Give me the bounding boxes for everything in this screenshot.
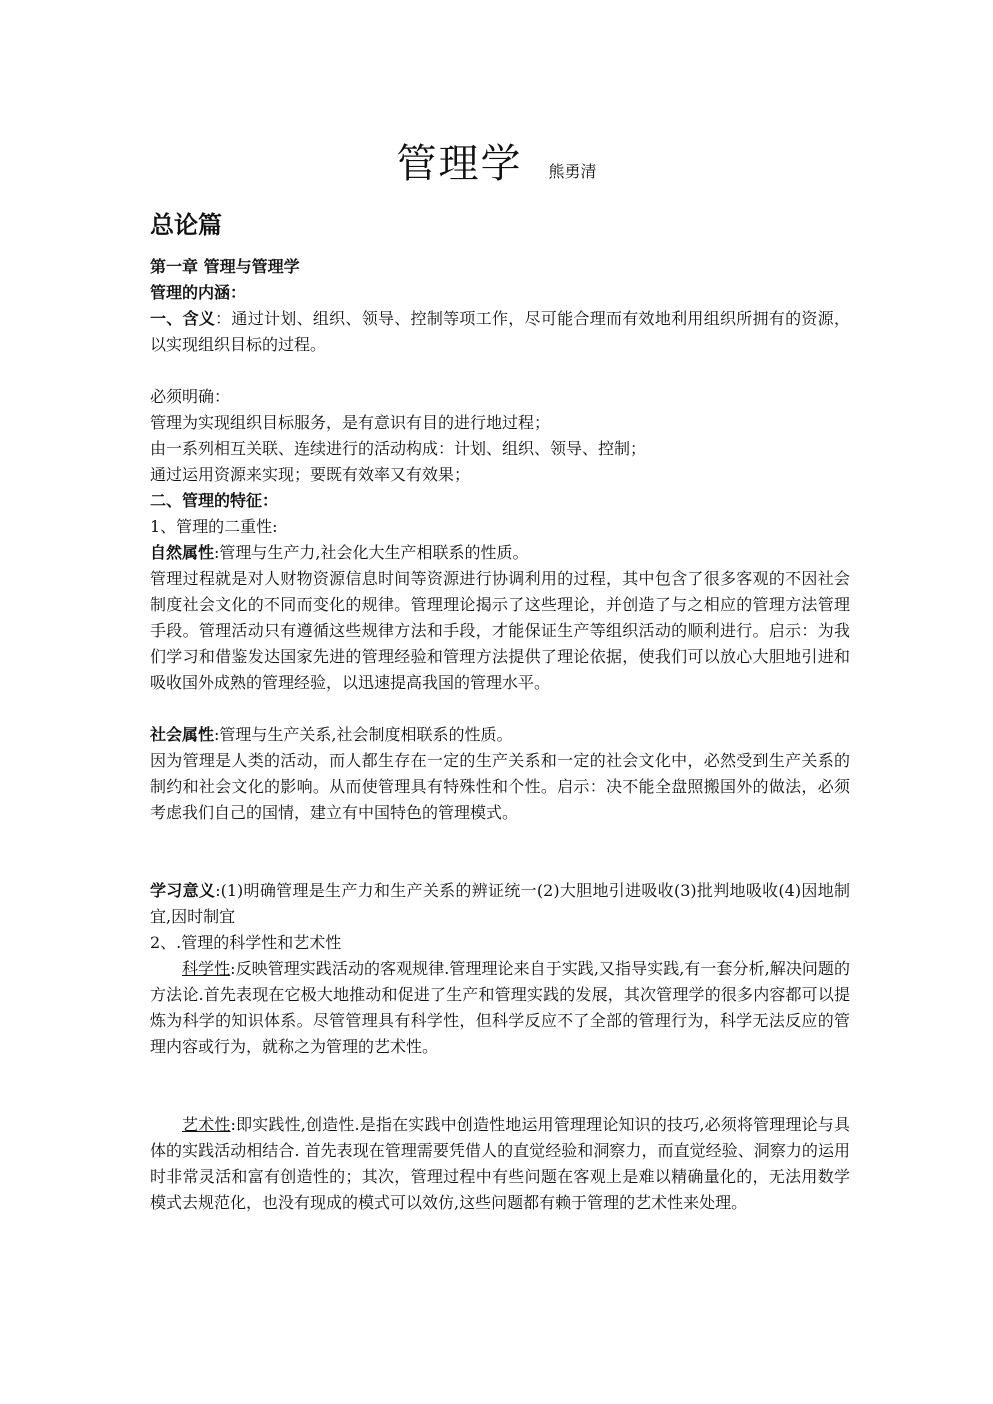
title-row (0, 132, 993, 189)
science-text: :反映管理实践活动的客观规律.管理理论来自于实践,又指导实践,有一套分析,解决问题的方法论.首先表现在它极大地推动和促进了生产和管理实践的发展，其次管理学的很多内容都可以提炼为科学的知识体系。尽管管理具有科学性，但科学反应不了全部的管理行为，科学无法反应的管理内容或行为，就称之为管理的艺术性。 (150, 959, 850, 1056)
blank-line (150, 696, 850, 722)
art-text: :即实践性,创造性.是指在实践中创造性地运用管理理论知识的技巧,必须将管理理论与具体的实践活动相结合. 首先表现在管理需要凭借人的直觉经验和洞察力，而直觉经验、洞察力的运用时非常灵活和富有创造性的；其次，管理过程中有些问题在客观上是难以精确量化的，无法用数学模式去规范化，也没有现成的模式可以效仿,这些问题都有赖于管理的艺术性来处理。 (150, 1115, 850, 1212)
part-title: 总论篇 (150, 210, 222, 239)
natural-paragraph: 管理过程就是对人财物资源信息时间等资源进行协调利用的过程，其中包含了很多客观的不因社会制度社会文化的不同而变化的规律。管理理论揭示了这些理论，并创造了与之相应的管理方法管理手段。管理活动只有遵循这些规律方法和手段，才能保证生产等组织活动的顺利进行。启示：为我们学习和借鉴发达国家先进的管理经验和管理方法提供了理论依据，使我们可以放心大胆地引进和吸收国外成熟的管理经验，以迅速提高我国的管理水平。 (150, 569, 850, 692)
blank-line (150, 826, 850, 878)
point-2: 由一系列相互关联、连续进行的活动构成：计划、组织、领导、控制； (150, 439, 647, 458)
art-label: 艺术性 (182, 1115, 231, 1134)
social-definition: :管理与生产关系,社会制度相联系的性质。 (214, 725, 513, 744)
duality-heading: 1、管理的二重性: (150, 517, 278, 536)
science-label: 科学性 (182, 959, 231, 978)
meaning-label: 一、含义 (150, 309, 216, 328)
social-paragraph: 因为管理是人类的活动，而人都生存在一定的生产关系和一定的社会文化中，必然受到生产关系的制约和社会文化的影响。从而使管理具有特殊性和个性。启示：决不能全盘照搬国外的做法，必须考虑我们自己的国情，建立有中国特色的管理模式。 (150, 751, 850, 822)
point-3: 通过运用资源来实现；要既有效率又有效果； (150, 465, 471, 484)
social-label: 社会属性 (150, 725, 215, 744)
blank-line (150, 1060, 850, 1112)
natural-attribute-line (150, 540, 850, 566)
blank-line (150, 358, 850, 384)
author-name: 熊勇清 (548, 162, 597, 181)
science-art-heading: 2、.管理的科学性和艺术性 (150, 933, 342, 952)
meaning-paragraph (150, 306, 850, 358)
study-significance-paragraph (150, 878, 850, 930)
social-attribute-line (150, 722, 850, 748)
meaning-text: ：通过计划、组织、领导、控制等项工作，尽可能合理而有效地利用组织所拥有的资源，以实现组织目标的过程。 (150, 309, 850, 354)
point-1: 管理为实现组织目标服务，是有意识有目的进行地过程； (150, 413, 551, 432)
natural-definition: :管理与生产力,社会化大生产相联系的性质。 (214, 543, 529, 562)
document-title: 管理学 (396, 141, 523, 187)
document-body (150, 208, 850, 1216)
section-heading: 管理的内涵： (150, 283, 247, 302)
natural-label: 自然属性 (150, 543, 215, 562)
must-know-heading: 必须明确： (150, 387, 231, 406)
study-text: :(1)明确管理是生产力和生产关系的辨证统一(2)大胆地引进吸收(3)批判地吸收(4)因地制宜,因时制宜 (150, 881, 850, 926)
art-paragraph (150, 1112, 850, 1216)
science-paragraph (150, 956, 850, 1060)
features-heading: 二、管理的特征： (150, 491, 279, 510)
study-label: 学习意义 (150, 881, 216, 900)
chapter-heading: 第一章 管理与管理学 (150, 257, 300, 276)
